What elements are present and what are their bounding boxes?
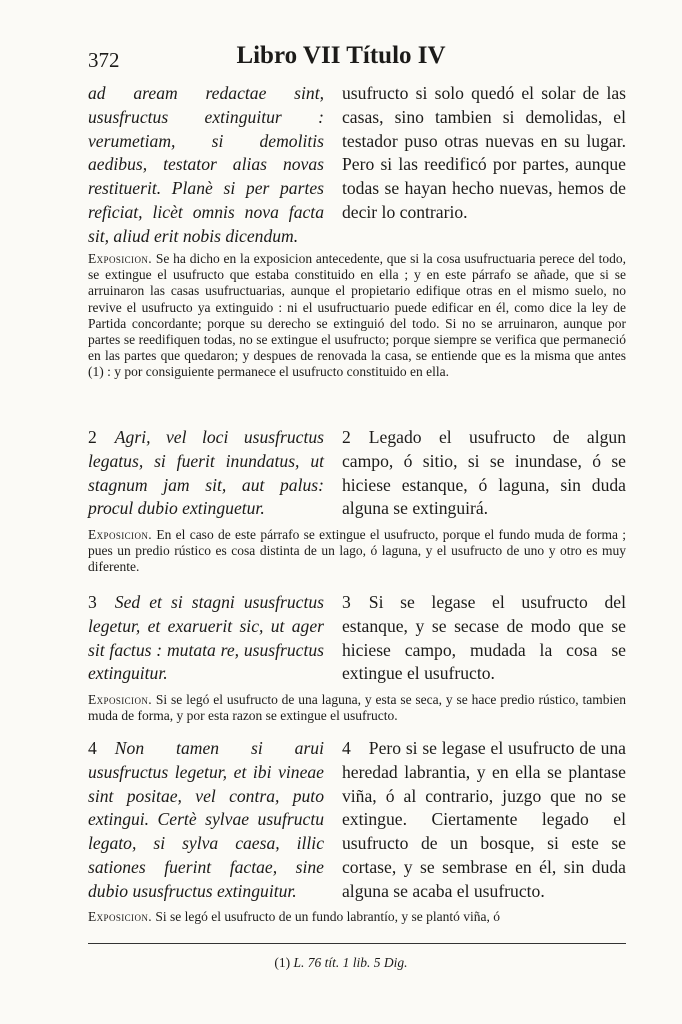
latin-paragraph-4 [88,737,324,904]
running-title: Libro VII Título IV [236,42,446,69]
exposicion-3 [88,692,626,724]
spanish-paragraph-3 [342,591,626,686]
exposicion-text: Si se legó el usufructo de un fundo labrantío, y se plantó viña, ó [155,909,500,924]
footnote-reference: (1) [88,364,104,380]
page-number: 372 [88,48,120,72]
exposicion-4 [88,909,626,925]
spanish-text-1: usufructo si solo quedó el solar de las casas, sino tambien si demolidas, el testador puso otras nuevas en su lugar. Pero si las reedificó por partes, aunque todas se hayan hecho nuevas, hemos de decir lo contrario. [342,83,626,222]
latin-paragraph-3 [88,591,324,686]
paragraph-number: 4 [88,738,97,758]
exposicion-text: En el caso de este párrafo se extingue el usufructo, porque el fundo muda de forma ; pues un predio rústico es cosa distinta de un lago, ó laguna, y el usufructo de uno y otro es muy diferente. [88,527,626,575]
paragraph-number: 2 [88,427,97,447]
paragraph-number: 3 [88,592,97,612]
footnote-citation: L. 76 tít. 1 lib. 5 Dig. [293,955,408,970]
spanish-paragraph-2 [342,426,626,521]
latin-text: Non tamen si arui ususfructus legetur, et ibi vineae sint positae, vel contra, puto extingui. Certè sylvae usufructu legato, si sylva caesa, illic sationes fuerint factae, sine dubio ususfructus extinguitur. [88,738,324,901]
exposicion-text-tail: : y por consiguiente permanece el usufructo constituido en ella. [107,364,450,380]
spanish-text: Si se legase el usufructo del estanque, y se secase de modo que se hiciese campo, mudada la cosa se extingue el usufructo. [342,592,626,684]
paragraph-number: 3 [342,592,351,612]
paragraph-number: 2 [342,427,351,447]
exposicion-label: Exposicion. [88,909,153,924]
footnote-mark: (1) [274,955,291,970]
latin-text: Sed et si stagni ususfructus legetur, et exaruerit sic, ut ager sit factus : mutata re, ususfructus extinguitur. [88,592,324,684]
footnote-divider [88,943,626,944]
exposicion-2 [88,527,626,576]
latin-text-1: ad aream redactae sint, ususfructus extinguitur : verumetiam, si demolitis aedibus, testator alias novas restituerit. Planè si per partes reficiat, licèt omnis nova facta sit, aliud erit nobis dicendum. [88,83,324,246]
exposicion-1 [88,251,626,381]
exposicion-text: Si se legó el usufructo de una laguna, y esta se seca, y se hace predio rústico, tambien muda de forma, y por esta razon se extingue el usufructo. [88,692,627,724]
exposicion-text: Se ha dicho en la exposicion antecedente, que si la cosa usufructuaria perece del todo, se extingue el usufructo que estaba constituido en ella ; y en este párrafo se añade, que si se arruinaron las casas usufructuarias, aunque el propietario edifique otras en el mismo suelo, no revive el usufructo ya extinguido : ni el usufructuario puede edificar en él, como dice la ley de Partida concordante; porque su derecho se extinguió del todo. Si no se arruinaron, aunque por partes se reedifiquen todas, no se extingue el usufructo; porque siempre se verifica que permaneció en las partes que quedaron; y despues de renovada la casa, se entiende que es la misma que antes [88,251,627,364]
spanish-paragraph-4 [342,737,626,904]
page-header [0,38,682,74]
spanish-text: Legado el usufructo de algun campo, ó sitio, si se inundase, ó se hiciese estanque, ó laguna, sin duda alguna se extinguirá. [342,427,626,519]
latin-text: Agri, vel loci ususfructus legatus, si fuerit inundatus, ut stagnum jam sit, aut palus: procul dubio extinguetur. [88,427,324,519]
footnote [0,955,682,971]
latin-paragraph-2 [88,426,324,521]
spanish-text: Pero si se legase el usufructo de una heredad labrantia, y en ella se plantase viña, ó al contrario, juzgo que no se extingue. Ciertamente legado el usufructo de un bosque, si este se cortase, y se sembrase en él, sin duda alguna se acaba el usufructo. [342,738,626,901]
exposicion-label: Exposicion. [88,527,153,542]
paragraph-number: 4 [342,738,351,758]
exposicion-label: Exposicion. [88,251,153,266]
exposicion-label: Exposicion. [88,692,153,707]
